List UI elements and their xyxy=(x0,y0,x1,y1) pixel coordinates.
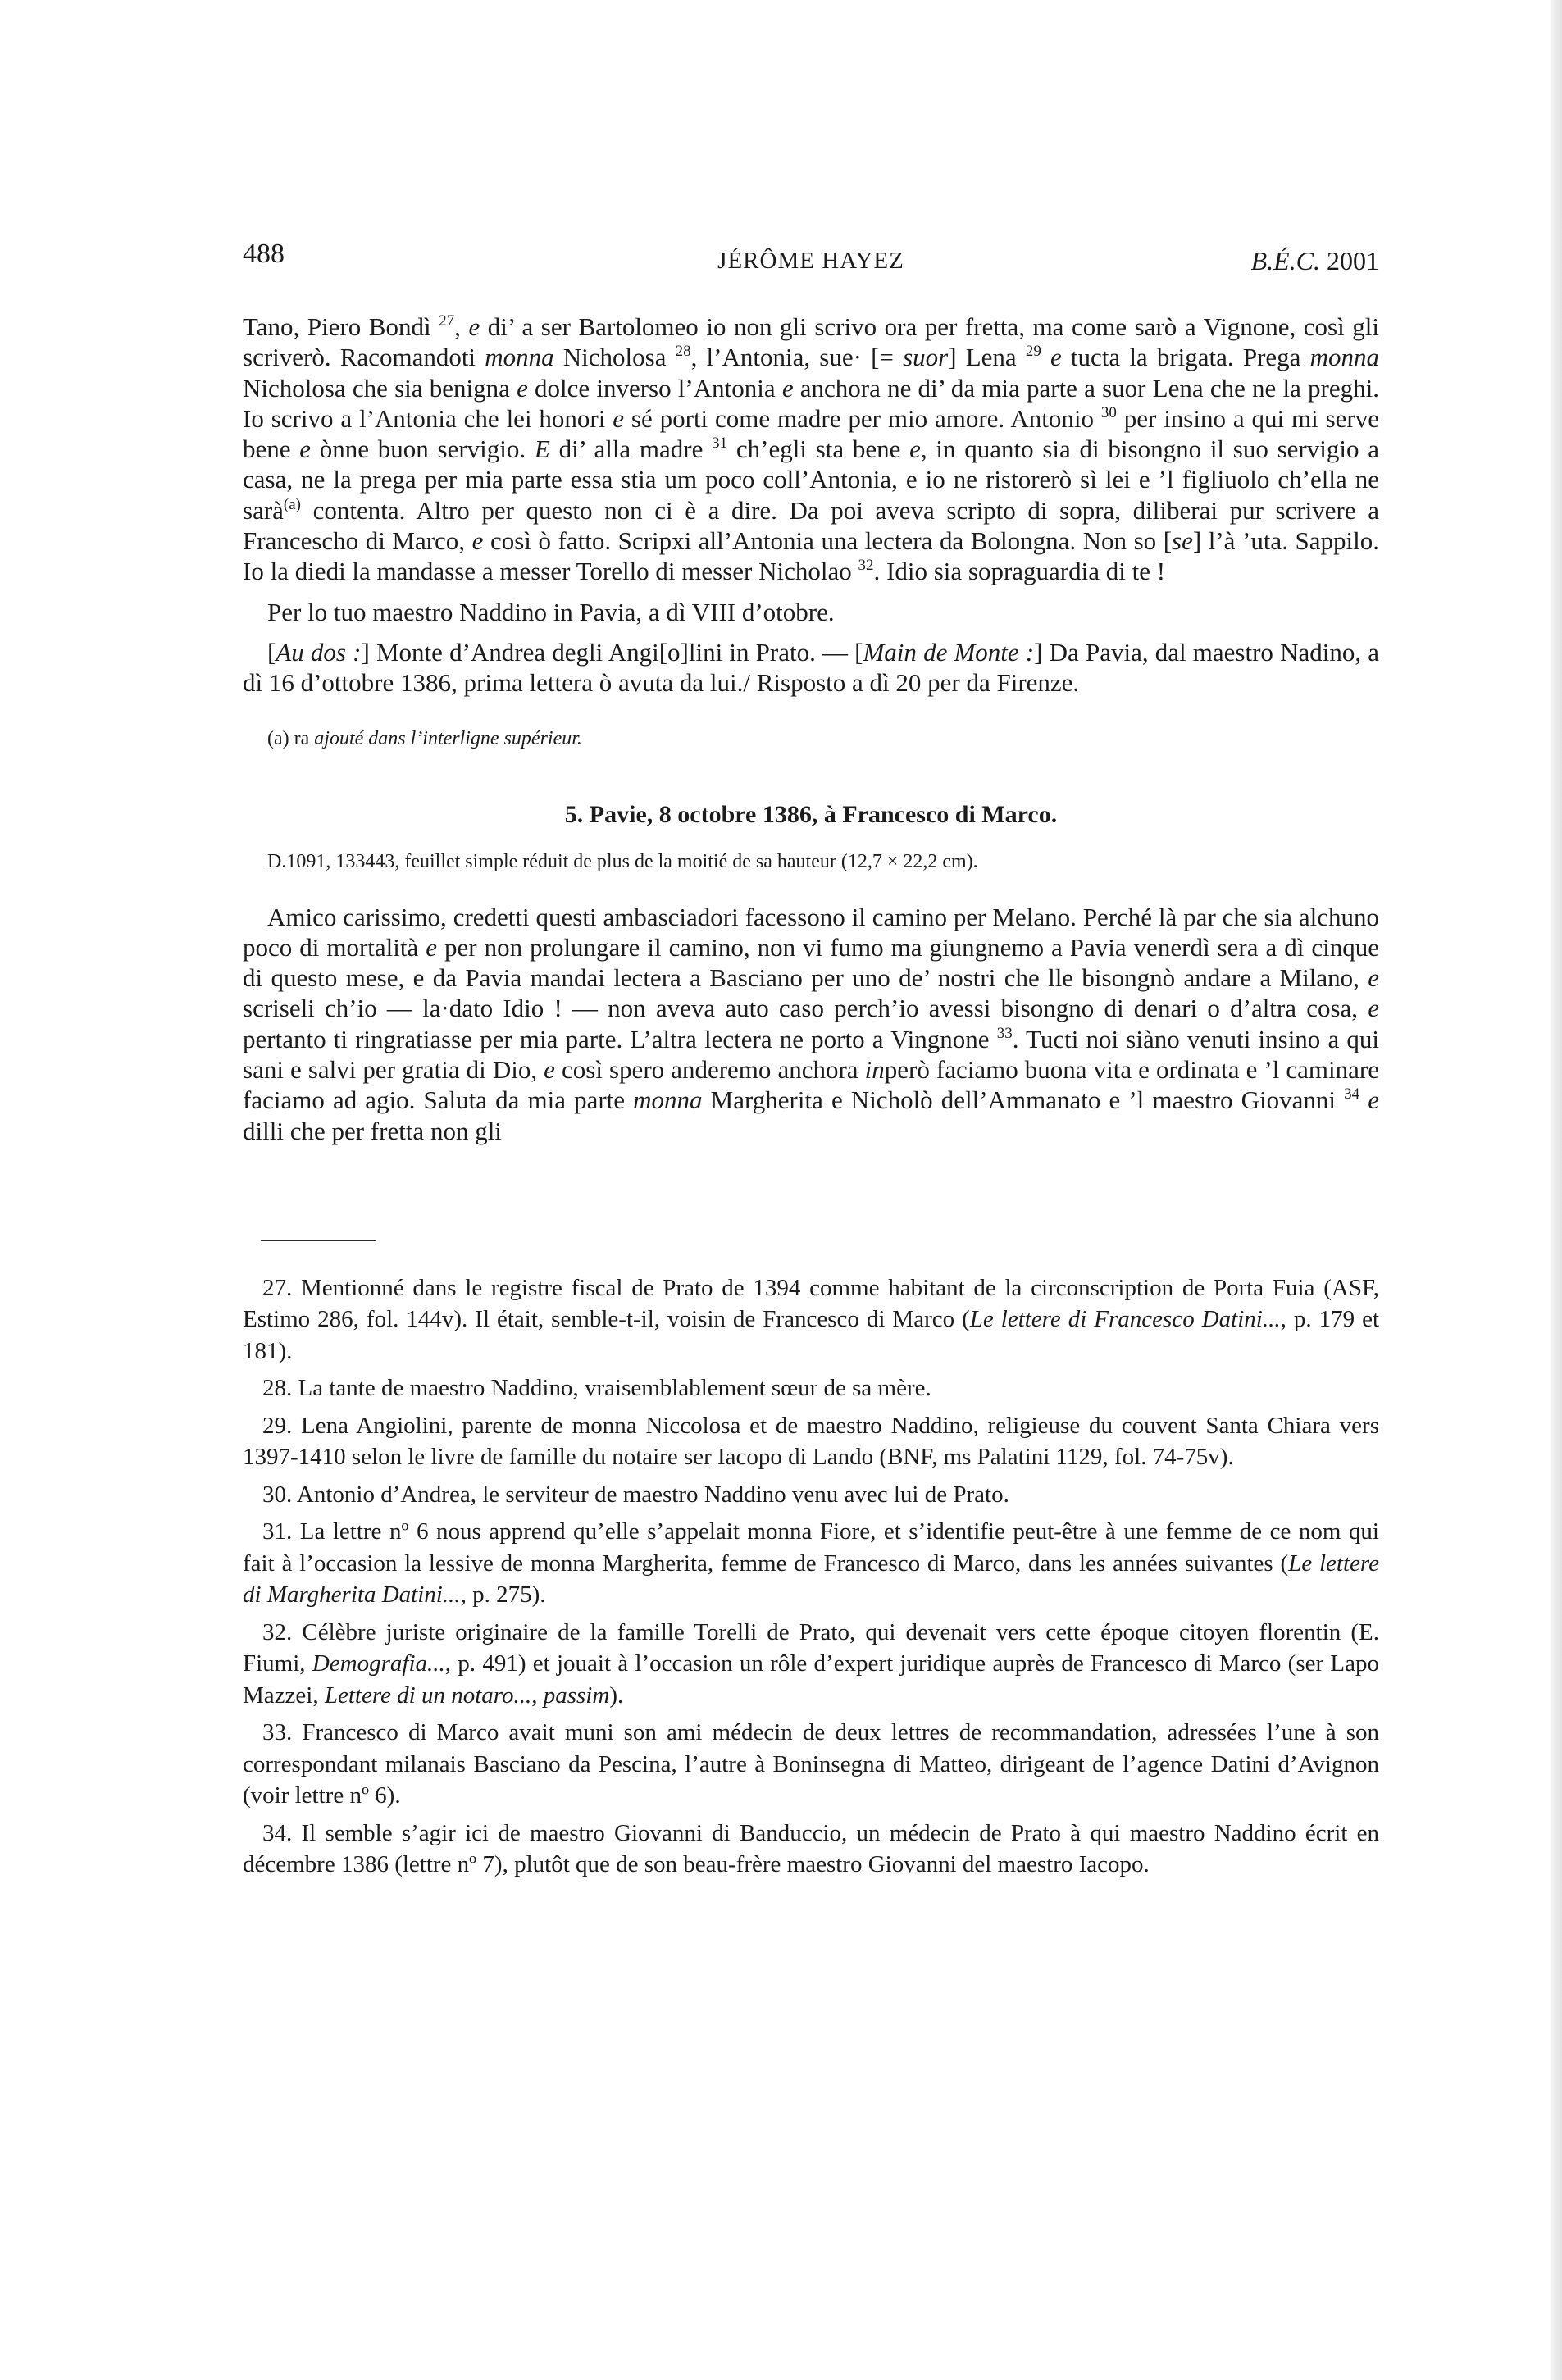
footnote-ref-30: 30 xyxy=(1100,403,1117,421)
critical-note-a: (a) ra ajouté dans l’interligne supérieur. xyxy=(267,727,582,749)
footnote-ref-32: 32 xyxy=(858,557,874,575)
letter-4-address: [Au dos :] Monte d’Andrea degli Angi[o]lini in Prato. — [Main de Monte :] Da Pavia, dal maestro Nadino, a dì 16 d’ottobre 1386, prima lettera ò avuta da lui./ Risposto a dì 20 per da Firenze. xyxy=(243,637,1379,698)
letter-5-text xyxy=(243,902,1379,1146)
note-ref-a: (a) xyxy=(283,495,301,513)
footnote-separator xyxy=(261,1240,376,1241)
letter-5-paragraph-1: Amico carissimo, credetti questi ambasciadori facessono il camino per Melano. Perché là par che sia alchuno poco di mortalità e per non prolungare il camino, non vi fumo ma giungnemo a Pavia venerdì sera a dì cinque di questo mese, e da Pavia mandai lectera a Basciano per uno de’ nostri che lle bisongnò andare a Milano, e scriseli ch’io — la·dato Idio ! — non aveva auto caso perch’io avessi bisongno di denari o d’altra cosa, e pertanto ti ringratiasse per mia parte. L’altra lectera ne porto a Vingnone $^{33}$. Tucti noi siàno venuti insino a qui sani e salvi per gratia di Dio, e così spero anderemo anchora inperò faciamo buona vita e ordinata e ’l caminare faciamo ad agio. Saluta da mia parte monna Margherita e Nicholò dell’Ammanato e ’l maestro Giovanni $^{34}$ e dilli che per fretta non gli xyxy=(243,902,1380,1145)
footnote-29: 29. Lena Angiolini, parente de monna Niccolosa et de maestro Naddino, religieuse du couvent Santa Chiara vers 1397-1410 selon le livre de famille du notaire ser Iacopo di Lando (BNF, ms Palatini 1129, fol. 74-75v). xyxy=(243,1412,1379,1471)
journal-year: 2001 xyxy=(1327,246,1379,275)
page xyxy=(243,238,1379,1886)
running-head xyxy=(243,238,1379,275)
footnote-ref-33: 33 xyxy=(996,1024,1013,1042)
footnote-ref-34: 34 xyxy=(1344,1085,1360,1104)
journal-abbrev: B.É.C. xyxy=(1250,246,1320,275)
page-number: 488 xyxy=(243,239,285,269)
footnote-33: 33. Francesco di Marco avait muni son ami médecin de deux lettres de recommandation, adressées l’une à son correspondant milanais Basciano da Pescina, l’autre à Boninsegna di Matteo, dirigeant de l’agence Datini d’Avignon (voir lettre nº 6). xyxy=(243,1719,1379,1809)
footnote-ref-27: 27 xyxy=(439,312,455,330)
footnote-30: 30. Antonio d’Andrea, le serviteur de maestro Naddino venu avec lui de Prato. xyxy=(262,1481,1009,1508)
letter-4-signature: Per lo tuo maestro Naddino in Pavia, a dì VIII d’otobre. xyxy=(267,597,835,626)
footnote-27: 27. Mentionné dans le registre fiscal de Prato de 1394 comme habitant de la circonscription de Porta Fuia (ASF, Estimo 286, fol. 144v). Il était, semble-t-il, voisin de Francesco di Marco (Le lettere di Francesco Datini..., p. 179 et 181). xyxy=(243,1274,1379,1364)
footnote-32: 32. Célèbre juriste originaire de la famille Torelli de Prato, qui devenait vers cette époque citoyen florentin (E. Fiumi, Demografia..., p. 491) et jouait à l’occasion un rôle d’expert juridique auprès de Francesco di Marco (ser Lapo Mazzei, Lettere di un notaro..., passim). xyxy=(243,1618,1379,1709)
footnote-34: 34. Il semble s’agir ici de maestro Giovanni di Banduccio, un médecin de Prato à qui maestro Naddino écrit en décembre 1386 (lettre nº 7), plutôt que de son beau-frère maestro Giovanni del maestro Iacopo. xyxy=(243,1819,1379,1878)
letter-4-text xyxy=(243,312,1379,699)
footnote-ref-28: 28 xyxy=(675,343,691,361)
document-5-title: 5. Pavie, 8 octobre 1386, à Francesco di Marco. xyxy=(564,800,1058,828)
footnote-28: 28. La tante de maestro Naddino, vraisemblablement sœur de sa mère. xyxy=(262,1375,931,1402)
footnote-ref-29: 29 xyxy=(1025,343,1041,361)
document-5-reference: D.1091, 133443, feuillet simple réduit de plus de la moitié de sa hauteur (12,7 × 22,2 cm). xyxy=(267,850,978,872)
footnotes xyxy=(243,1272,1379,1881)
scan-edge xyxy=(1551,0,1562,2380)
footnote-ref-31: 31 xyxy=(712,435,728,453)
letter-4-paragraph-1: Tano, Piero Bondì $^{27}$, e di’ a ser Bartolomeo io non gli scrivo ora per fretta, ma come sarò a Vignone, così gli scriverò. Racomandoti monna Nicholosa $^{28}$, l’Antonia, sue· [= suor] Lena $^{29}$ e tucta la brigata. Prega monna Nicholosa che sia benigna e dolce inverso l’Antonia e anchora ne di’ da mia parte a suor Lena che ne la preghi. Io scrivo a l’Antonia che lei honori e sé porti come madre per mio amore. Antonio $^{30}$ per insino a qui mi serve bene e ònne buon servigio. E di’ alla madre $^{31}$ ch’egli sta bene e, in quanto sia di bisongno il suo servigio a casa, ne la prega per mia parte essa stia um poco coll’Antonia, e io ne ristorerò sì lei e ’l figliuolo ch’ella ne sarà$^{(a)}$ contenta. Altro per questo non ci è a dire. Da poi aveva scripto di sopra, diliberai pur scrivere a Francescho di Marco, e così ò fatto. Scripxi all’Antonia una lectera da Bolongna. Non so [se] l’à ’uta. Sappilo. Io la diedi la mandasse a messer Torello di messer Nicholao $^{32}$. Idio sia sopraguardia di te ! xyxy=(243,312,1380,586)
running-head-author: JÉRÔME HAYEZ xyxy=(717,248,904,274)
footnote-31: 31. La lettre nº 6 nous apprend qu’elle s’appelait monna Fiore, et s’identifie peut-être à une femme de ce nom qui fait à l’occasion la lessive de monna Margherita, femme de Francesco di Marco, dans les années suivantes (Le lettere di Margherita Datini..., p. 275). xyxy=(243,1518,1379,1609)
running-head-journal xyxy=(1251,244,1379,277)
